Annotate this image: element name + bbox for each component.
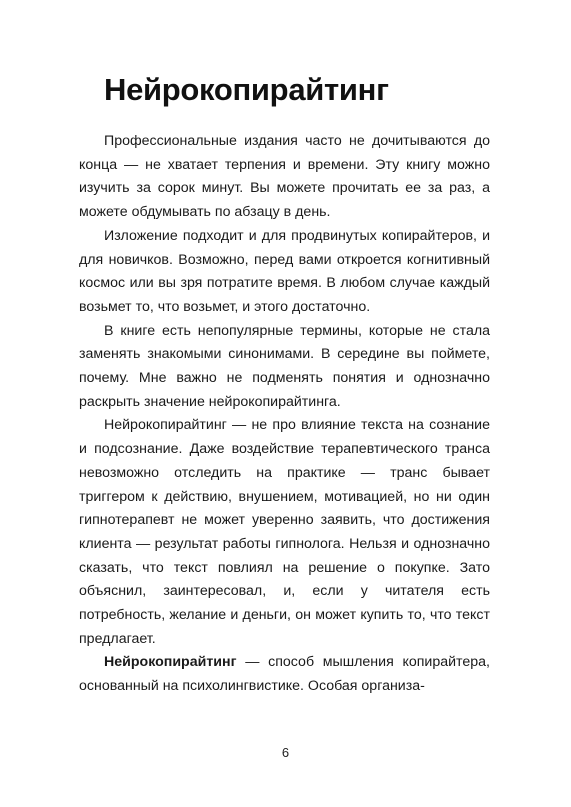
body-text bbox=[79, 130, 490, 699]
paragraph-5-text: — способ мышления копирайтера, основанный на психолингвистике. Особая организа- bbox=[79, 654, 490, 695]
paragraph-3-text: В книге есть непопулярные термины, которые не стала заменять знакомыми синонимами. В середине вы поймете, почему. Мне важно не подменять понятия и однозначно раскрыть значение нейрокопирайтинга. bbox=[79, 322, 490, 410]
paragraph-4-text: Нейрокопирайтинг — не про влияние текста на сознание и подсознание. Даже воздействие терапевтического транса невозможно отследить на практике — транс бывает триггером к действию, внушением, мотивацией, но ни один гипнотерапевт не может уверенно заявить, что достижения клиента — результат работы гипнолога. Нельзя и однозначно сказать, что текст повлиял на решение о покупке. Зато объяснил, заинтересовал, и, если у читателя есть потребность, желание и деньги, он может купить то, что текст предлагает. bbox=[79, 417, 490, 647]
paragraph-1-text: Профессиональные издания часто не дочитываются до конца — не хватает терпения и времени. Эту книгу можно изучить за сорок минут. Вы можете прочитать ее за раз, а можете обдумывать по абзацу в день. bbox=[79, 133, 490, 221]
paragraph-1 bbox=[79, 130, 490, 225]
paragraph-4 bbox=[79, 414, 490, 651]
page-number: 6 bbox=[281, 745, 290, 760]
paragraph-2-text: Изложение подходит и для продвинутых копирайтеров, и для новичков. Возможно, перед вами откроется когнитивный космос или вы зря потратите время. В любом случае каждый возьмет то, что возьмет, и этого достаточно. bbox=[79, 227, 490, 315]
paragraph-2 bbox=[79, 225, 490, 320]
chapter-title: Нейрокопирайтинг bbox=[104, 72, 389, 107]
paragraph-3 bbox=[79, 320, 490, 415]
paragraph-5 bbox=[79, 651, 490, 698]
paragraph-5-bold-term: Нейрокопирайтинг bbox=[104, 654, 237, 671]
